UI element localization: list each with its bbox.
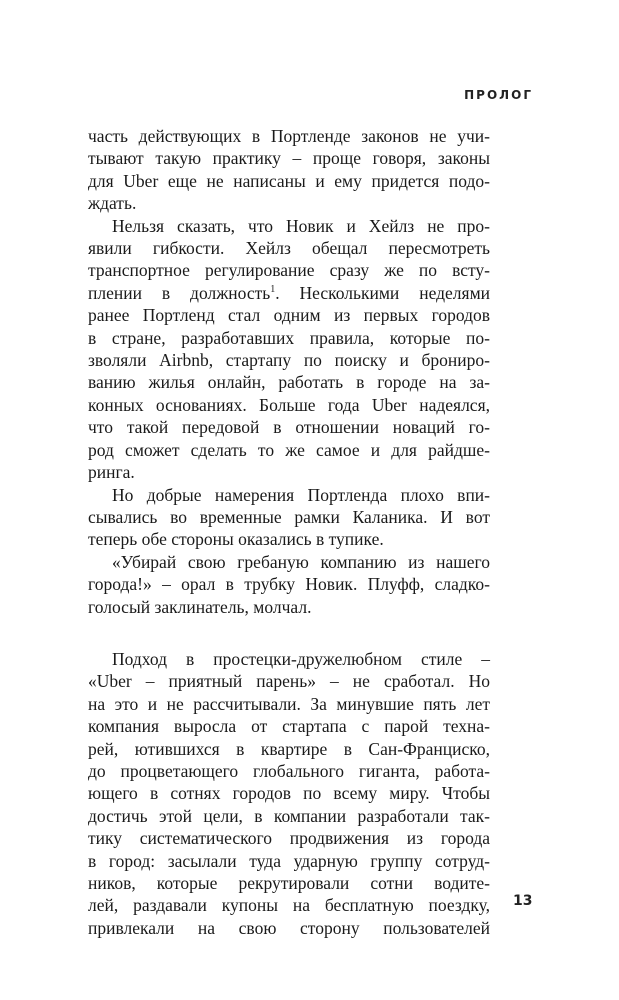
text-line: тику систематического продвижения из города [88, 828, 490, 849]
text-line: ранее Портленд стал одним из первых городов [88, 305, 490, 326]
text-line: привлекали на свою сторону пользователей [88, 917, 490, 938]
text-line: род сможет сделать то же самое и для райдше- [88, 439, 490, 460]
text-line: для Uber еще не написаны и ему придется подо- [88, 170, 490, 191]
text-line: «Uber – приятный парень» – не сработал. Но [88, 671, 490, 692]
page-number: 13 [513, 893, 533, 909]
text-line: конных основаниях. Больше года Uber надеялся, [88, 394, 490, 415]
paragraph [88, 125, 490, 215]
text-fragment: . Несколькими неделями [275, 282, 491, 303]
text-line: тывают такую практику – проще говоря, законы [88, 148, 490, 169]
text-line: в стране, разработавших правила, которые по- [88, 327, 490, 348]
text-line: ждать. [88, 193, 137, 214]
text-line: «Убирай свою гребаную компанию из нашего [112, 551, 490, 572]
body-text [88, 125, 490, 939]
text-line: ющего в сотнях городов по всему миру. Чтобы [88, 783, 490, 804]
text-line [88, 282, 490, 304]
text-line: что такой передовой в отношении новаций го- [88, 417, 490, 438]
text-line: достичь этой цели, в компании разработали так- [88, 805, 490, 826]
footnote-mark[interactable]: 1 [270, 284, 276, 296]
running-header: ПРОЛОГ [464, 88, 533, 102]
paragraph [88, 648, 490, 939]
text-line: транспортное регулирование сразу же по всту- [88, 260, 490, 281]
section-break [88, 618, 490, 648]
text-line: сывались во временные рамки Каланика. И вот [88, 506, 490, 527]
text-line: явили гибкости. Хейлз обещал пересмотреть [88, 238, 490, 259]
text-line: города!» – орал в трубку Новик. Плуфф, сладко- [88, 574, 490, 595]
text-line: голосый заклинатель, молчал. [88, 596, 312, 617]
text-line: ников, которые рекрутировали сотни водите- [88, 873, 490, 893]
text-line: компания выросла от стартапа с парой техна- [88, 716, 490, 737]
paragraph [88, 215, 490, 484]
text-line: лей, раздавали купоны на бесплатную поездку, [88, 895, 490, 916]
text-line: ванию жилья онлайн, работать в городе на за- [88, 372, 490, 393]
text-line: часть действующих в Портленде законов не учи- [88, 126, 490, 146]
text-line: Подход в простецки-дружелюбном стиле – [112, 648, 490, 669]
paragraph [88, 551, 490, 618]
text-line: зволяли Airbnb, стартапу по поиску и брониро- [88, 350, 490, 371]
paragraph [88, 484, 490, 551]
text-line: теперь обе стороны оказались в тупике. [88, 529, 384, 550]
text-line: в город: засылали туда ударную группу сотруд- [88, 850, 490, 871]
text-line: Но добрые намерения Портленда плохо впи- [112, 484, 490, 505]
text-line: ринга. [88, 462, 135, 483]
text-line: на это и не рассчитывали. За минувшие пять лет [88, 693, 490, 714]
text-fragment: плении в должность [88, 282, 271, 303]
text-line: Нельзя сказать, что Новик и Хейлз не про- [112, 215, 490, 236]
text-line: до процветающего глобального гиганта, работа- [88, 760, 490, 781]
text-line: рей, ютившихся в квартире в Сан-Франциско, [88, 738, 490, 759]
